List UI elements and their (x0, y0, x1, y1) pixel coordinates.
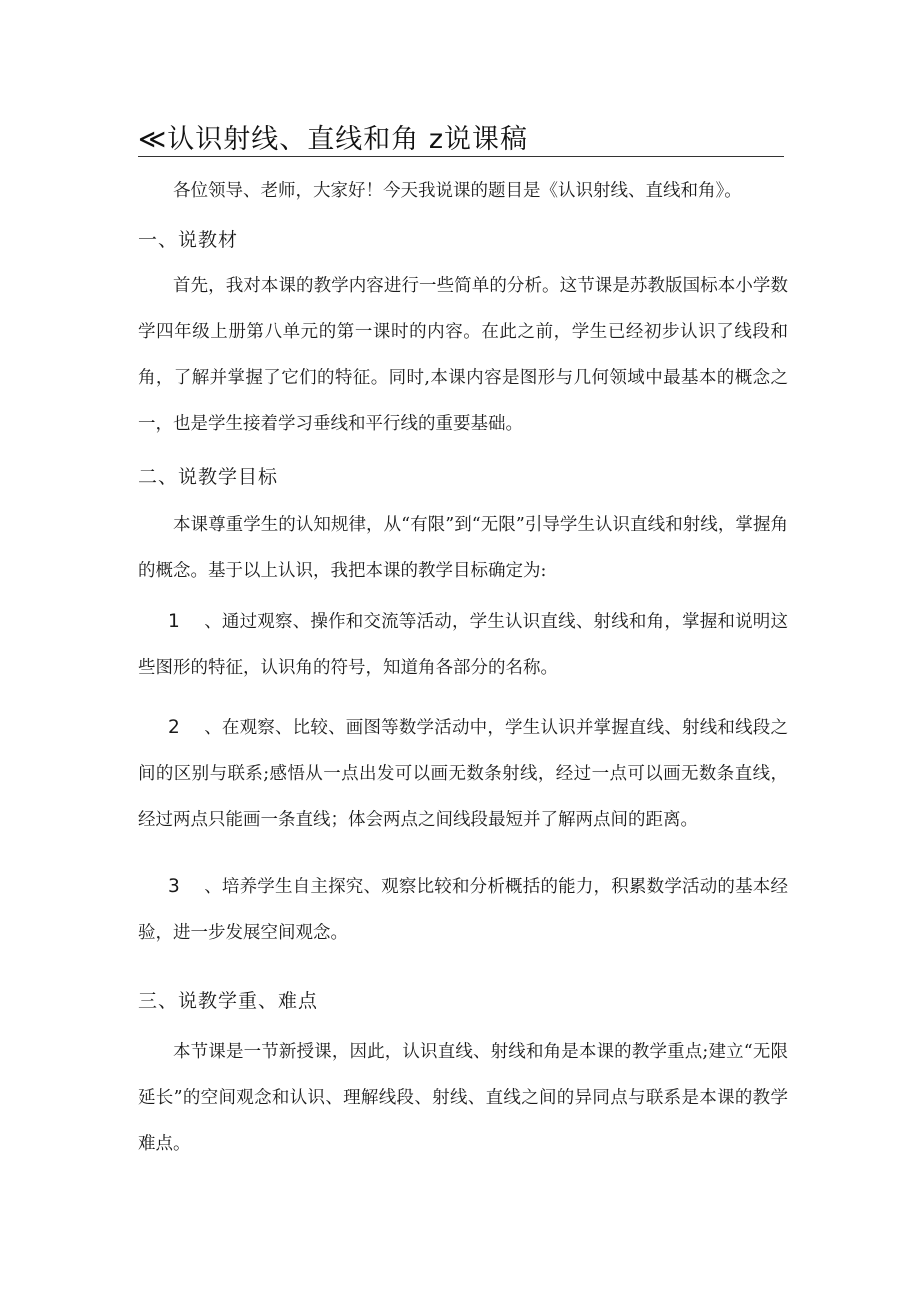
section-heading-2: 二、说教学目标 (138, 466, 279, 488)
objective-item-3 (138, 864, 788, 956)
objective-item-1 (138, 599, 788, 691)
objective-number: 3 (168, 876, 180, 897)
document-title: ≪认识射线、直线和角 z说课稿 (138, 124, 529, 155)
objective-number: 1 (168, 611, 180, 632)
section-1-paragraph: 首先，我对本课的教学内容进行一些简单的分析。这节课是苏教版国标本小学数学四年级上册第八单元的第一课时的内容。在此之前，学生已经初步认识了线段和角，了解并掌握了它们的特征。同时,本课内容是图形与几何领域中最基本的概念之一，也是学生接着学习垂线和平行线的重要基础。 (138, 276, 788, 434)
objective-text: 、在观察、比较、画图等数学活动中，学生认识并掌握直线、射线和线段之间的区别与联系;感悟从一点出发可以画无数条射线，经过一点可以画无数条直线，经过两点只能画一条直线；体会两点之间线段最短并了解两点间的距离。 (138, 718, 788, 830)
objective-text: 、培养学生自主探究、观察比较和分析概括的能力，积累数学活动的基本经验，进一步发展空间观念。 (138, 877, 788, 943)
title-underline (138, 156, 784, 157)
section-3-paragraph: 本节课是一节新授课，因此，认识直线、射线和角是本课的教学重点;建立“无限延长”的空间观念和认识、理解线段、射线、直线之间的异同点与联系是本课的教学难点。 (138, 1042, 788, 1154)
objective-number: 2 (168, 717, 180, 738)
objective-text: 、通过观察、操作和交流等活动，学生认识直线、射线和角，掌握和说明这些图形的特征，认识角的符号，知道角各部分的名称。 (138, 612, 788, 678)
section-2-paragraph: 本课尊重学生的认知规律，从“有限”到“无限”引导学生认识直线和射线，掌握角的概念。基于以上认识，我把本课的教学目标确定为: (138, 515, 788, 581)
section-heading-1: 一、说教材 (138, 229, 239, 251)
objective-item-2 (138, 705, 788, 843)
section-heading-3: 三、说教学重、难点 (138, 990, 319, 1012)
intro-paragraph: 各位领导、老师，大家好！今天我说课的题目是《认识射线、直线和角》。 (173, 181, 742, 201)
